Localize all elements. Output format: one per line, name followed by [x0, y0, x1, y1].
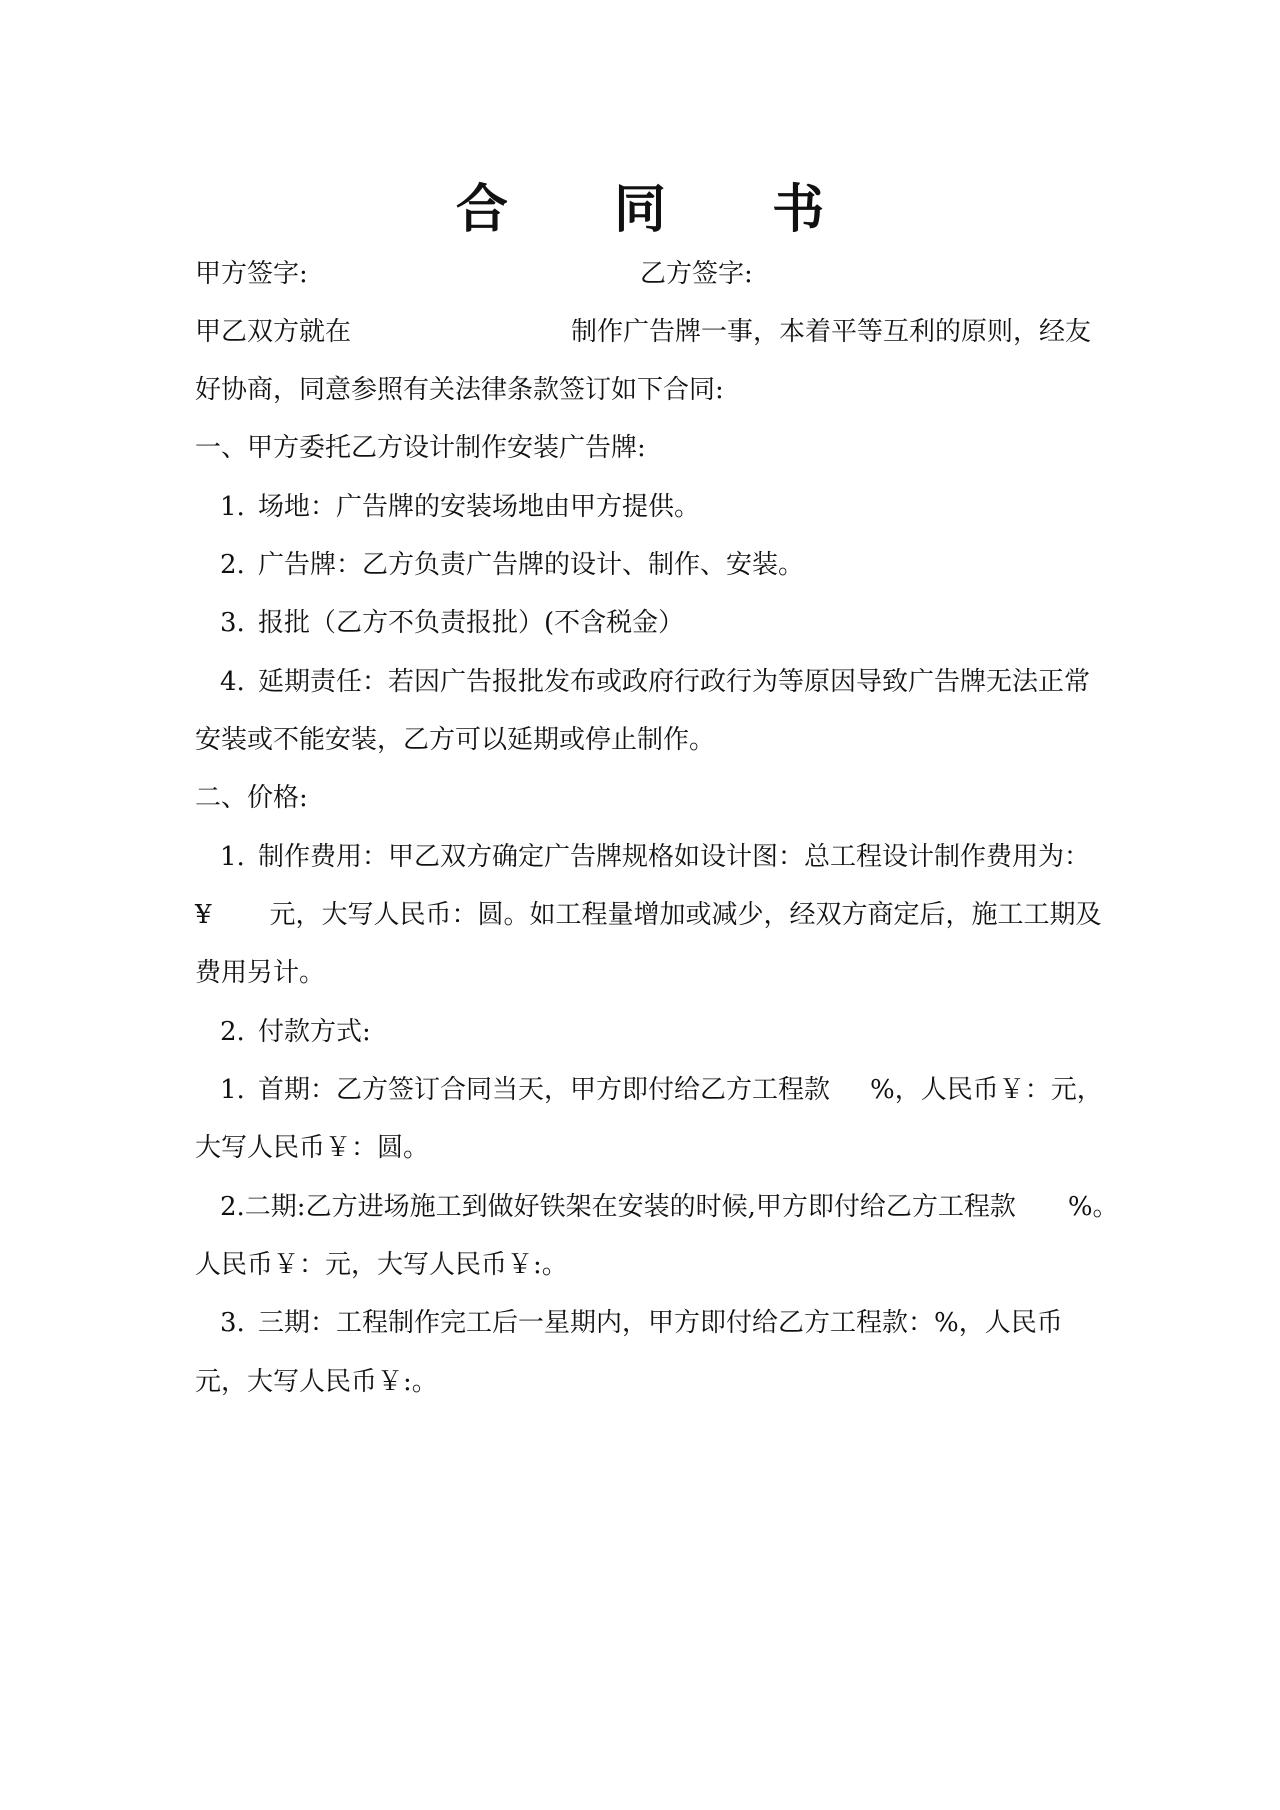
section-heading-1: 一、甲方委托乙方设计制作安装广告牌: — [195, 433, 646, 463]
list-number: 1. — [220, 1075, 245, 1105]
intro-line-2: 好协商，同意参照有关法律条款签订如下合同: — [195, 375, 724, 405]
payment-phase-3 — [220, 1303, 1063, 1343]
list-item — [220, 603, 684, 643]
intro-text-b: 制作广告牌一事，本着平等互利的原则，经友 — [571, 317, 1092, 347]
price-text: 元，大写人民币：圆。如工程量增加或减少，经双方商定后，施工工期及 — [269, 900, 1102, 930]
list-number: 3. — [220, 608, 245, 638]
intro-line-1 — [195, 312, 1091, 352]
list-item — [220, 487, 700, 527]
list-number: 1. — [220, 492, 245, 522]
phase-text: 2.二期:乙方进场施工到做好铁架在安装的时候,甲方即付给乙方工程款 — [220, 1192, 1016, 1222]
list-number: 2. — [220, 1017, 245, 1047]
list-item — [220, 1012, 371, 1052]
page-title: 合 同 书 — [455, 179, 869, 240]
list-item — [220, 545, 804, 585]
yen-symbol: ¥ — [195, 900, 212, 930]
price-line-2 — [195, 895, 1102, 935]
phase-text-end: %。 — [1067, 1192, 1119, 1222]
list-text: 广告牌：乙方负责广告牌的设计、制作、安装。 — [258, 550, 805, 580]
section-heading-2: 二、价格: — [195, 783, 308, 813]
list-text: 付款方式: — [258, 1017, 371, 1047]
list-item-continuation: 安装或不能安装，乙方可以延期或停止制作。 — [195, 725, 716, 755]
intro-text-a: 甲乙双方就在 — [195, 317, 352, 347]
list-number: 3. — [220, 1308, 245, 1338]
list-text: 场地：广告牌的安装场地由甲方提供。 — [258, 492, 701, 522]
signature-party-b: 乙方签字: — [640, 259, 753, 289]
list-number: 1. — [220, 842, 245, 872]
list-number: 4. — [220, 667, 245, 697]
payment-phase-1 — [220, 1070, 1103, 1110]
signature-party-a: 甲方签字: — [195, 259, 308, 289]
list-item — [220, 837, 1090, 877]
price-line-3: 费用另计。 — [195, 958, 326, 988]
list-text: 报批（乙方不负责报批）(不含税金） — [258, 608, 685, 638]
payment-phase-2 — [220, 1187, 1119, 1227]
payment-phase-3-continuation: 元，大写人民币￥:。 — [195, 1367, 438, 1397]
phase-text: 首期：乙方签订合同当天，甲方即付给乙方工程款 — [258, 1075, 831, 1105]
list-item — [220, 662, 1090, 702]
phase-text-end: %，人民币￥：元， — [870, 1075, 1103, 1105]
phase-text: 三期：工程制作完工后一星期内，甲方即付给乙方工程款：%，人民币 — [258, 1308, 1063, 1338]
payment-phase-2-continuation: 人民币￥：元，大写人民币￥:。 — [195, 1250, 568, 1280]
list-number: 2. — [220, 550, 245, 580]
list-text: 制作费用：甲乙双方确定广告牌规格如设计图：总工程设计制作费用为： — [258, 842, 1091, 872]
list-text: 延期责任：若因广告报批发布或政府行政行为等原因导致广告牌无法正常 — [258, 667, 1091, 697]
payment-phase-1-continuation: 大写人民币￥：圆。 — [195, 1133, 430, 1163]
